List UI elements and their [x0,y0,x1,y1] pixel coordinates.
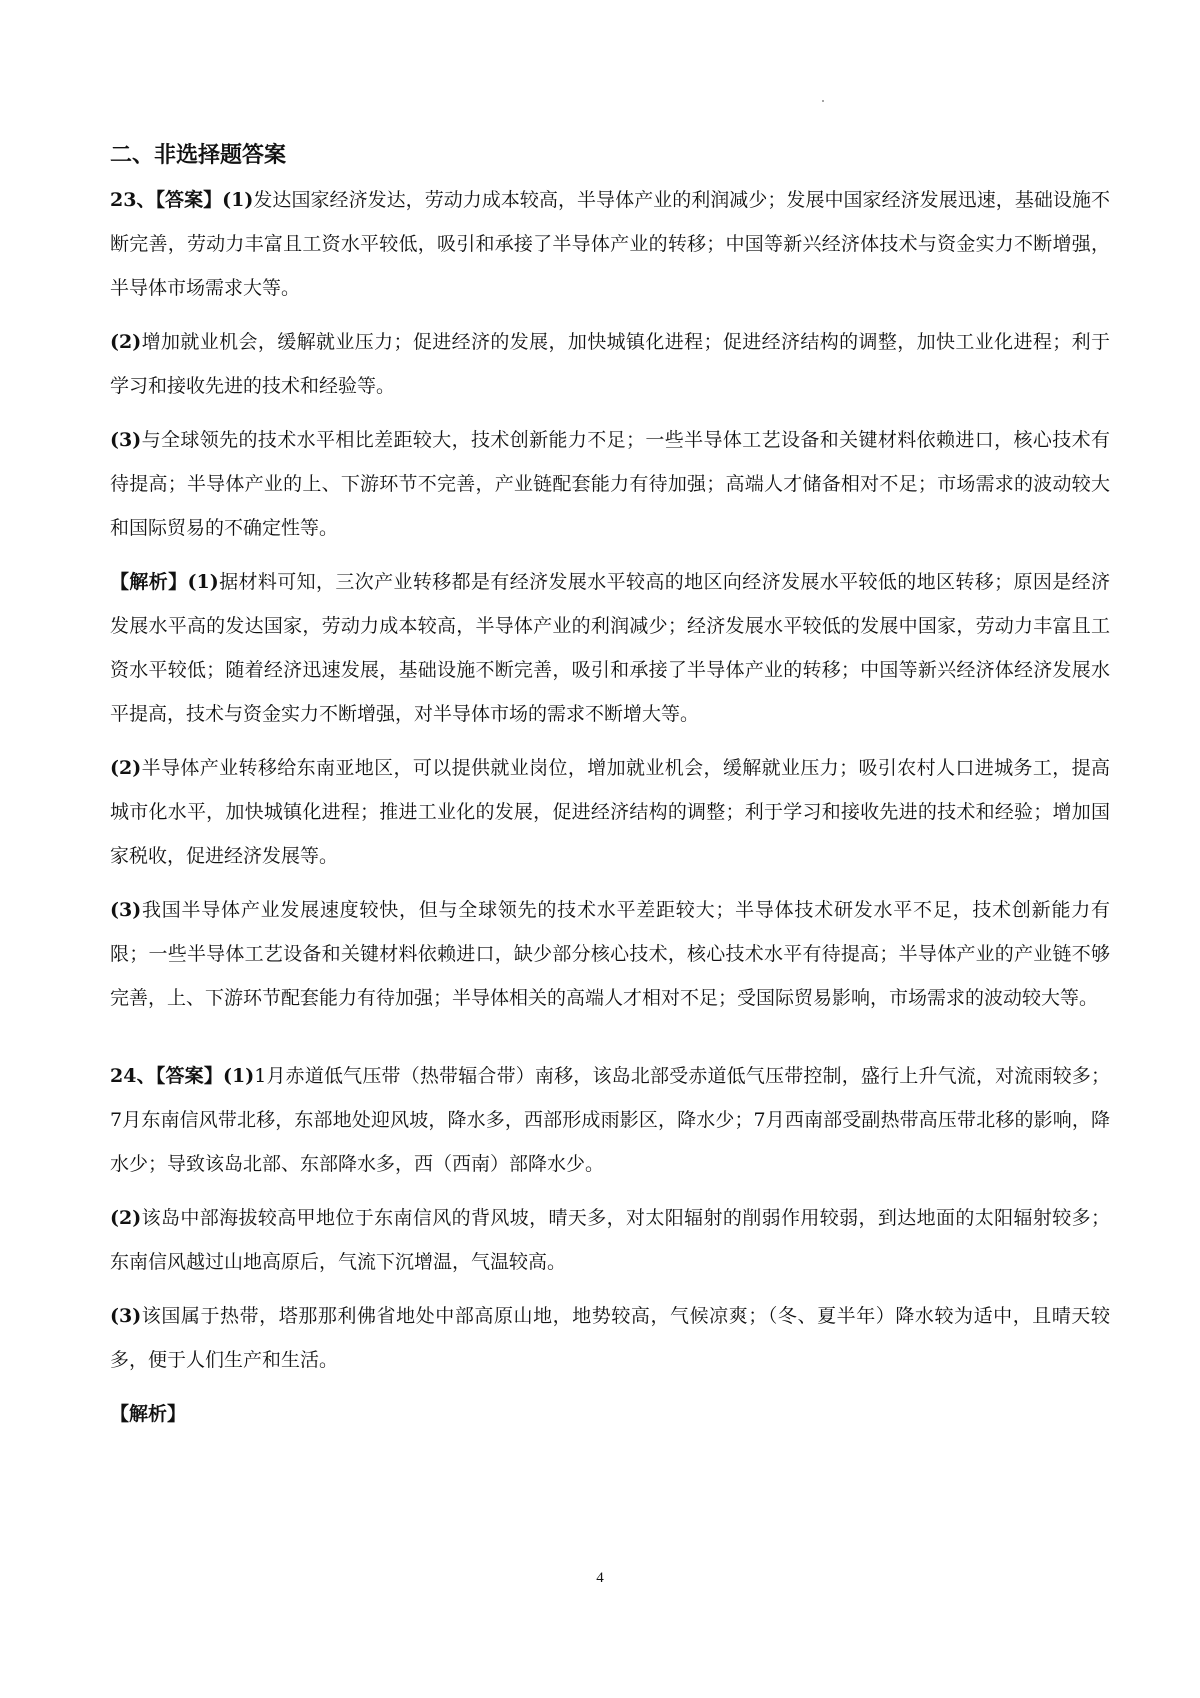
q23-analysis-3-label: (3) [110,899,142,921]
q23-answer-part-3 [110,418,1110,550]
q23-analysis-2-text: 半导体产业转移给东南亚地区，可以提供就业岗位，增加就业机会，缓解就业压力；吸引农村人口进城务工，提高城市化水平，加快城镇化进程；推进工业化的发展，促进经济结构的调整；利于学习和接收先进的技术和经验；增加国家税收，促进经济发展等。 [110,757,1110,867]
q24-answer-1-text: 1月赤道低气压带（热带辐合带）南移，该岛北部受赤道低气压带控制，盛行上升气流，对流雨较多；7月东南信风带北移，东部地处迎风坡，降水多，西部形成雨影区，降水少；7月西南部受副热带高压带北移的影响，降水少；导致该岛北部、东部降水多，西（西南）部降水少。 [110,1065,1111,1175]
q24-analysis-label: 【解析】 [110,1403,187,1425]
q23-analysis-1-text: 据材料可知，三次产业转移都是有经济发展水平较高的地区向经济发展水平较低的地区转移；原因是经济发展水平高的发达国家，劳动力成本较高，半导体产业的利润减少；经济发展水平较低的发展中国家，劳动力丰富且工资水平较低；随着经济迅速发展，基础设施不断完善，吸引和承接了半导体产业的转移；中国等新兴经济体经济发展水平提高，技术与资金实力不断增强，对半导体市场的需求不断增大等。 [110,571,1110,725]
q23-answer-3-label: (3) [110,429,142,451]
q23-answer-part-1 [110,178,1110,310]
q24-answer-part-1 [110,1054,1110,1186]
q23-analysis-part-2 [110,746,1110,878]
q23-analysis-part-3 [110,888,1110,1020]
section-title: 二、非选择题答案 [110,143,287,168]
q24-answer-2-text: 该岛中部海拔较高甲地位于东南信风的背风坡，晴天多，对太阳辐射的削弱作用较弱，到达地面的太阳辐射较多；东南信风越过山地高原后，气流下沉增温，气温较高。 [110,1207,1110,1273]
q23-answer-label: 23、【答案】(1) [110,189,254,211]
scan-speck [822,100,824,102]
q24-answer-3-label: (3) [110,1305,142,1327]
q23-answer-2-label: (2) [110,331,142,353]
q23-analysis-label: 【解析】(1) [110,571,219,593]
page-content [110,140,1110,1436]
q24-answer-3-text: 该国属于热带，塔那那利佛省地处中部高原山地，地势较高，气候凉爽；（冬、夏半年）降水较为适中，且晴天较多，便于人们生产和生活。 [110,1305,1110,1371]
q24-answer-part-2 [110,1196,1110,1284]
q23-analysis-2-label: (2) [110,757,142,779]
question-spacer [110,1020,1110,1054]
q23-answer-1-text: 发达国家经济发达，劳动力成本较高，半导体产业的利润减少；发展中国家经济发展迅速，基础设施不断完善，劳动力丰富且工资水平较低，吸引和承接了半导体产业的转移；中国等新兴经济体技术与资金实力不断增强，半导体市场需求大等。 [110,189,1110,299]
q23-answer-3-text: 与全球领先的技术水平相比差距较大，技术创新能力不足；一些半导体工艺设备和关键材料依赖进口，核心技术有待提高；半导体产业的上、下游环节不完善，产业链配套能力有待加强；高端人才储备相对不足；市场需求的波动较大和国际贸易的不确定性等。 [110,429,1110,539]
q23-answer-part-2 [110,320,1110,408]
q23-answer-2-text: 增加就业机会，缓解就业压力；促进经济的发展，加快城镇化进程；促进经济结构的调整，加快工业化进程；利于学习和接收先进的技术和经验等。 [110,331,1110,397]
page-number: 4 [596,1570,604,1586]
q23-analysis-3-text: 我国半导体产业发展速度较快，但与全球领先的技术水平差距较大；半导体技术研发水平不足，技术创新能力有限；一些半导体工艺设备和关键材料依赖进口，缺少部分核心技术，核心技术水平有待提高；半导体产业的产业链不够完善，上、下游环节配套能力有待加强；半导体相关的高端人才相对不足；受国际贸易影响，市场需求的波动较大等。 [110,899,1110,1009]
q24-analysis [110,1392,1110,1436]
q24-answer-part-3 [110,1294,1110,1382]
q23-analysis-part-1 [110,560,1110,736]
q24-answer-label: 24、【答案】(1) [110,1065,255,1087]
q24-answer-2-label: (2) [110,1207,142,1229]
